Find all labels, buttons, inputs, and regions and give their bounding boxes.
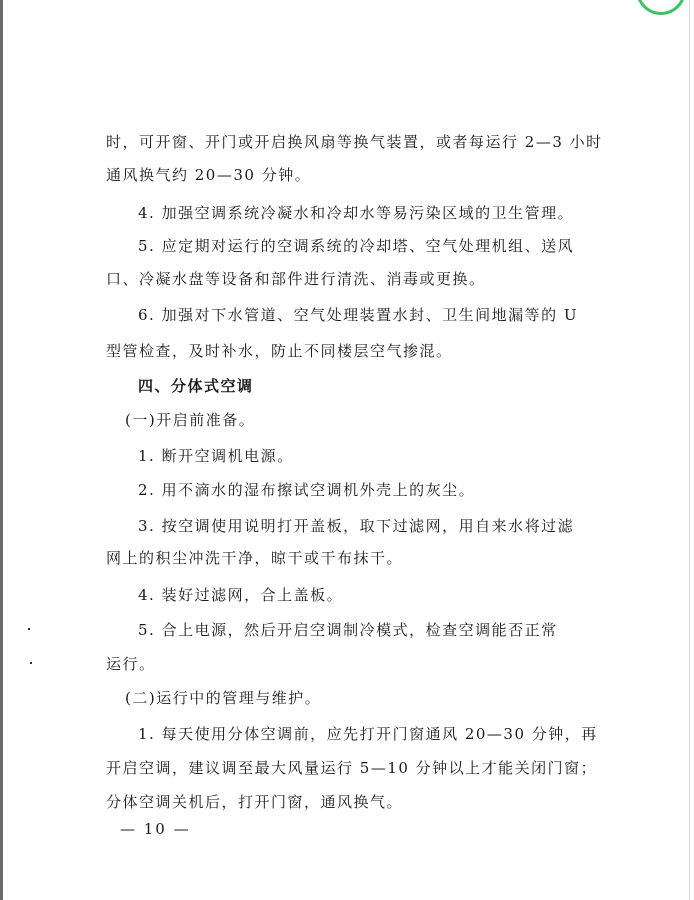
text-line: 时，可开窗、开门或开启换风扇等换气装置，或者每运行 2—3 小时 — [106, 133, 603, 151]
text-line: 开启空调，建议调至最大风量运行 5—10 分钟以上才能关闭门窗； — [106, 759, 598, 777]
text-line: 3. 按空调使用说明打开盖板，取下过滤网，用自来水将过滤 — [138, 517, 575, 535]
text-line: 网上的积尘冲洗干净，晾干或干布抹干。 — [106, 549, 404, 567]
text-line: 4. 加强空调系统冷凝水和冷却水等易污染区域的卫生管理。 — [138, 204, 575, 222]
page-right-edge — [689, 0, 690, 900]
corner-badge-icon — [636, 0, 686, 15]
subsection-heading: (二)运行中的管理与维护。 — [125, 689, 322, 707]
text-line: 5. 合上电源，然后开启空调制冷模式，检查空调能否正常 — [138, 621, 558, 639]
subsection-heading: (一)开启前准备。 — [125, 411, 256, 429]
page-number: — 10 — — [120, 820, 191, 838]
text-line: 5. 应定期对运行的空调系统的冷却塔、空气处理机组、送风 — [138, 237, 575, 255]
text-line: 2. 用不滴水的湿布擦试空调机外壳上的灰尘。 — [138, 481, 476, 499]
text-line: 口、冷凝水盘等设备和部件进行清洗、消毒或更换。 — [106, 270, 486, 288]
scan-speck — [30, 662, 32, 664]
text-line: 运行。 — [106, 655, 156, 673]
text-line: 分体空调关机后，打开门窗，通风换气。 — [106, 793, 404, 811]
text-line: 1. 断开空调机电源。 — [138, 447, 294, 465]
section-heading: 四、分体式空调 — [138, 377, 254, 395]
page-left-edge — [0, 0, 3, 900]
scan-speck — [28, 628, 30, 630]
text-line: 6. 加强对下水管道、空气处理装置水封、卫生间地漏等的 U — [138, 306, 578, 324]
text-line: 4. 装好过滤网，合上盖板。 — [138, 586, 344, 604]
text-line: 型管检查，及时补水，防止不同楼层空气掺混。 — [106, 342, 453, 360]
text-line: 通风换气约 20—30 分钟。 — [106, 166, 312, 184]
text-line: 1. 每天使用分体空调前，应先打开门窗通风 20—30 分钟，再 — [138, 725, 598, 743]
